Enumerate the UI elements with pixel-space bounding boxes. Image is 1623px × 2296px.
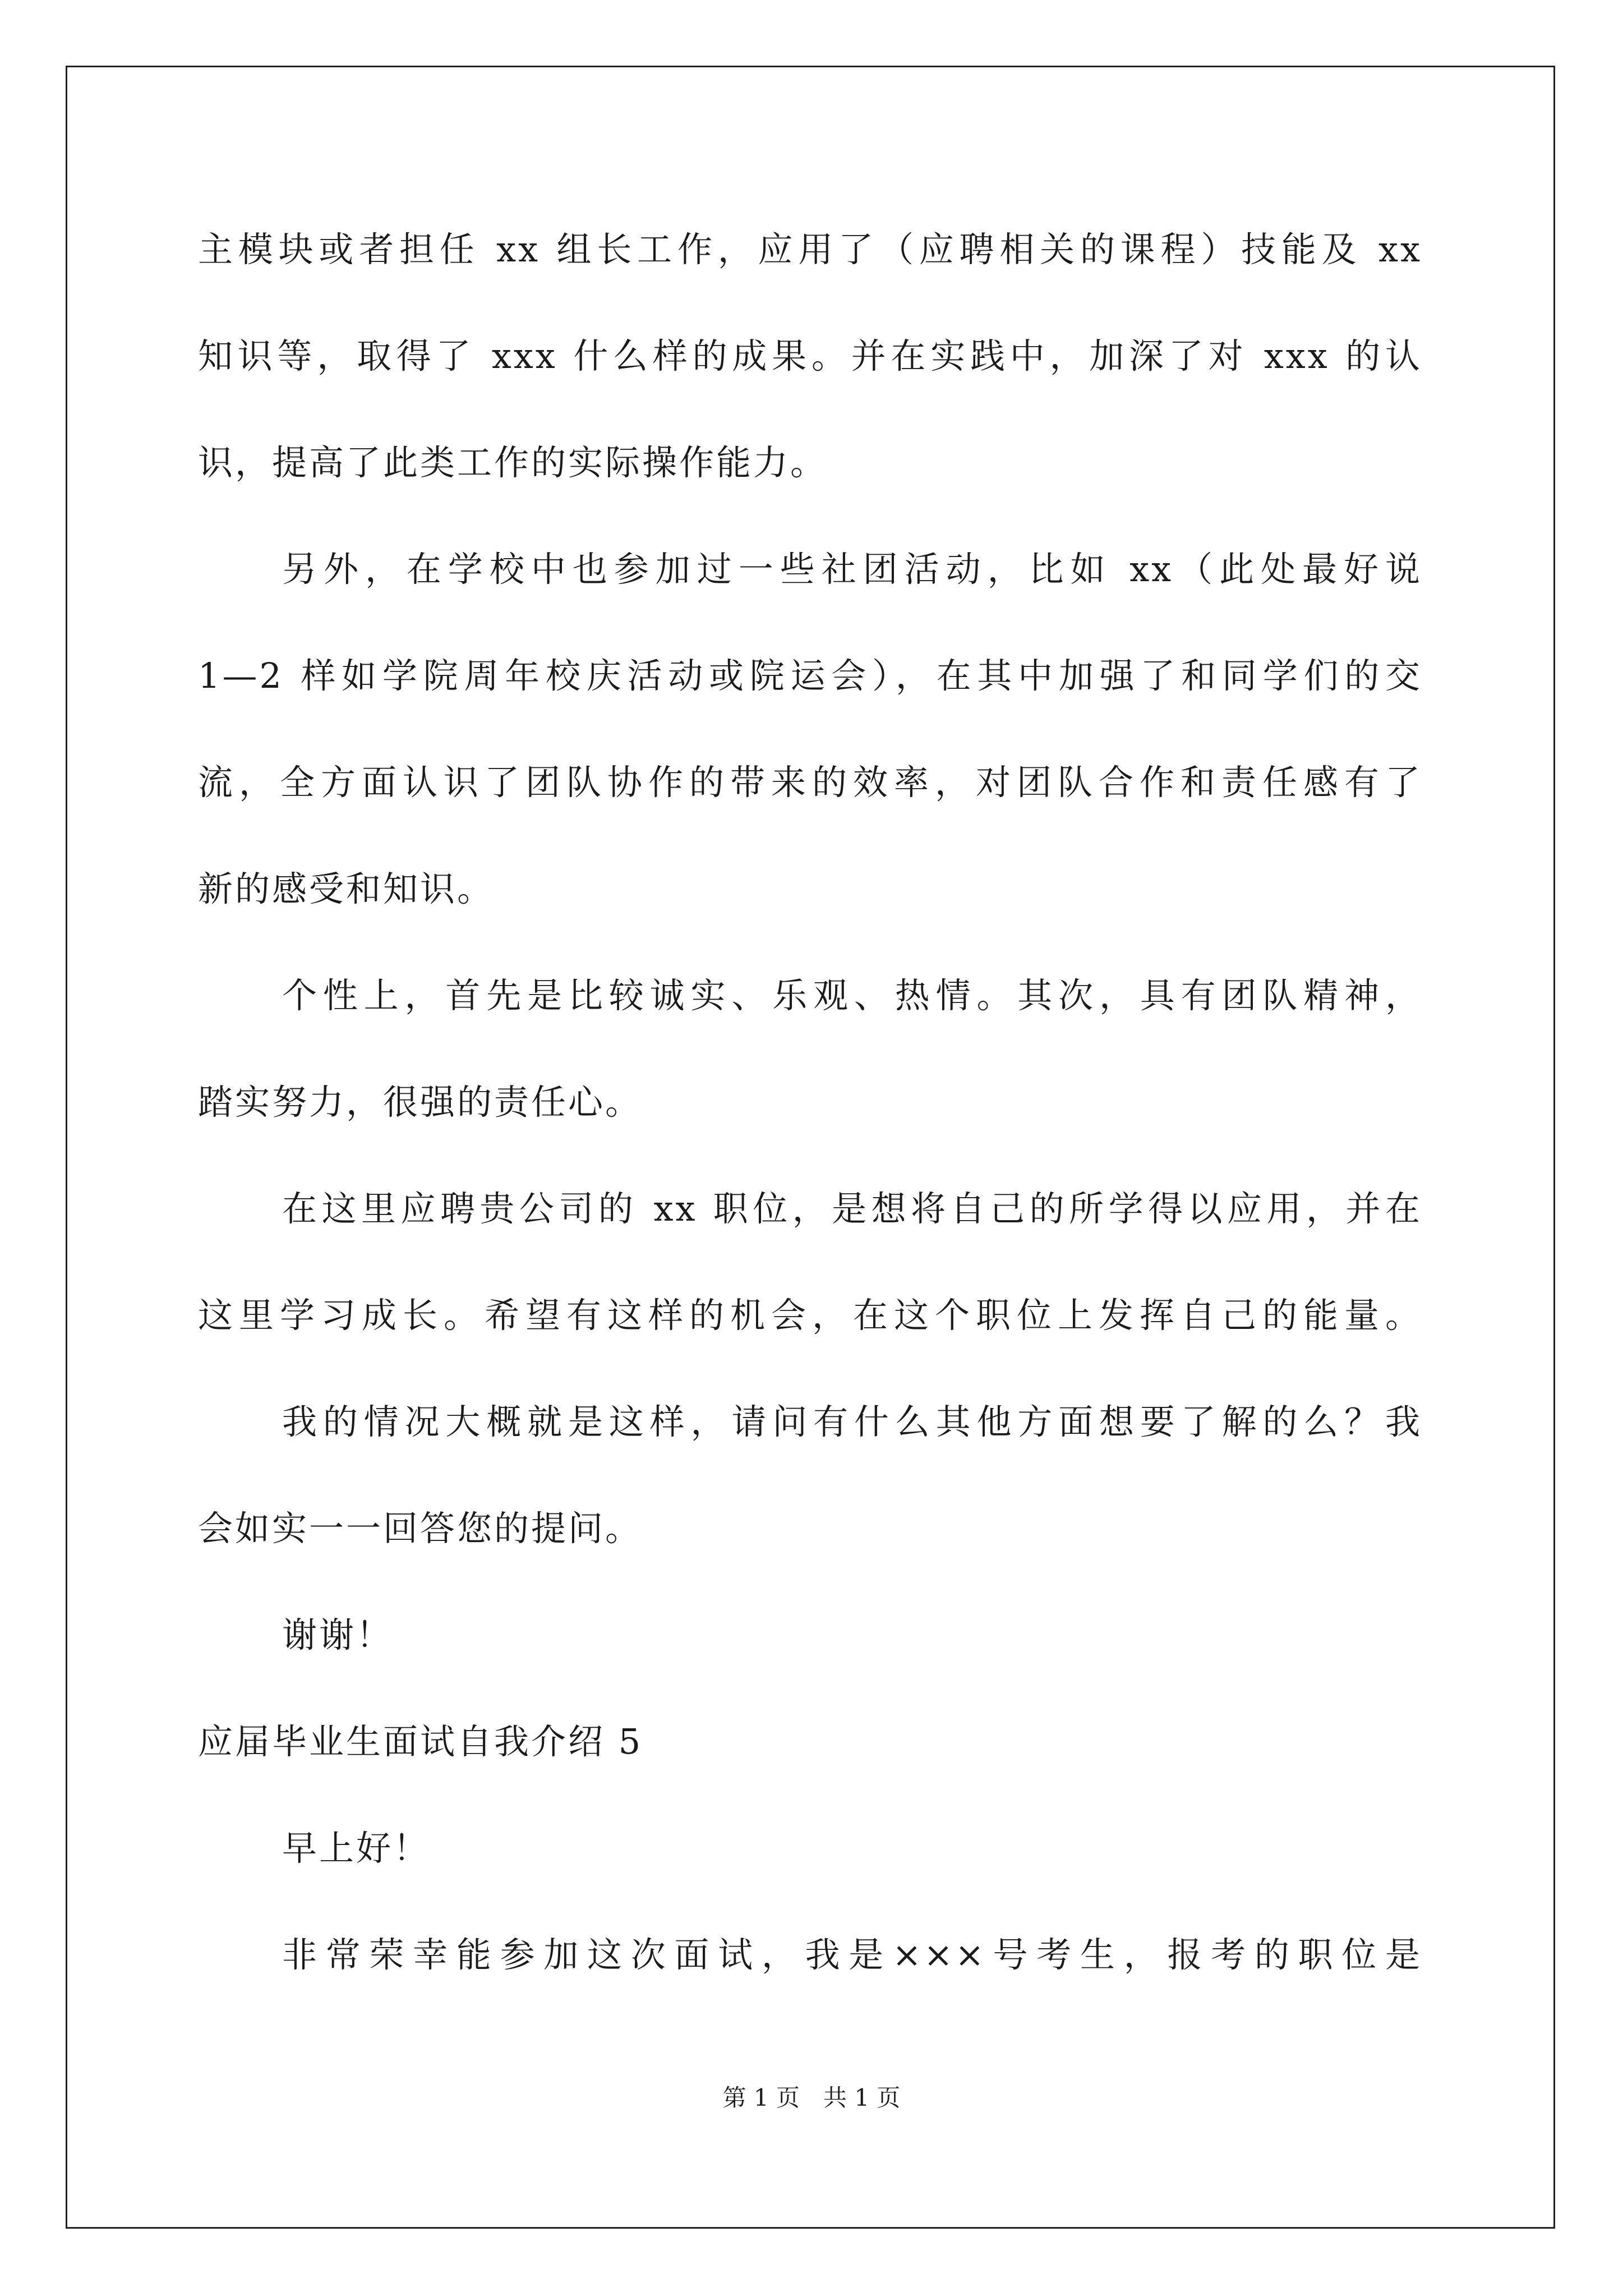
text-line: 个性上，首先是比较诚实、乐观、热情。其次，具有团队精神， bbox=[282, 975, 1422, 1016]
text-line: 非常荣幸能参加这次面试，我是×××号考生，报考的职位是 bbox=[282, 1934, 1422, 1975]
page-number-footer: 第 1 页 共 1 页 bbox=[722, 2084, 901, 2111]
text-line: 会如实一一回答您的提问。 bbox=[198, 1508, 643, 1549]
text-line: 我的情况大概就是这样，请问有什么其他方面想要了解的么？我 bbox=[282, 1401, 1422, 1442]
text-line: 主模块或者担任 xx 组长工作，应用了（应聘相关的课程）技能及 xx bbox=[198, 229, 1422, 270]
text-line: 识，提高了此类工作的实际操作能力。 bbox=[198, 442, 828, 483]
text-line: 知识等，取得了 xxx 什么样的成果。并在实践中，加深了对 xxx 的认 bbox=[198, 335, 1422, 376]
text-line: 在这里应聘贵公司的 xx 职位，是想将自己的所学得以应用，并在 bbox=[282, 1188, 1422, 1229]
page-border bbox=[66, 66, 1555, 2229]
text-line: 1—2 样如学院周年校庆活动或院运会），在其中加强了和同学们的交 bbox=[198, 655, 1422, 696]
text-line: 这里学习成长。希望有这样的机会，在这个职位上发挥自己的能量。 bbox=[198, 1295, 1422, 1336]
section-heading: 应届毕业生面试自我介绍 5 bbox=[198, 1721, 643, 1762]
text-line: 谢谢！ bbox=[282, 1614, 394, 1655]
text-line: 早上好！ bbox=[282, 1828, 431, 1869]
text-line: 另外，在学校中也参加过一些社团活动，比如 xx（此处最好说 bbox=[282, 549, 1422, 590]
text-line: 流，全方面认识了团队协作的带来的效率，对团队合作和责任感有了 bbox=[198, 762, 1422, 803]
text-line: 新的感受和知识。 bbox=[198, 868, 495, 909]
text-line: 踏实努力，很强的责任心。 bbox=[198, 1082, 643, 1122]
